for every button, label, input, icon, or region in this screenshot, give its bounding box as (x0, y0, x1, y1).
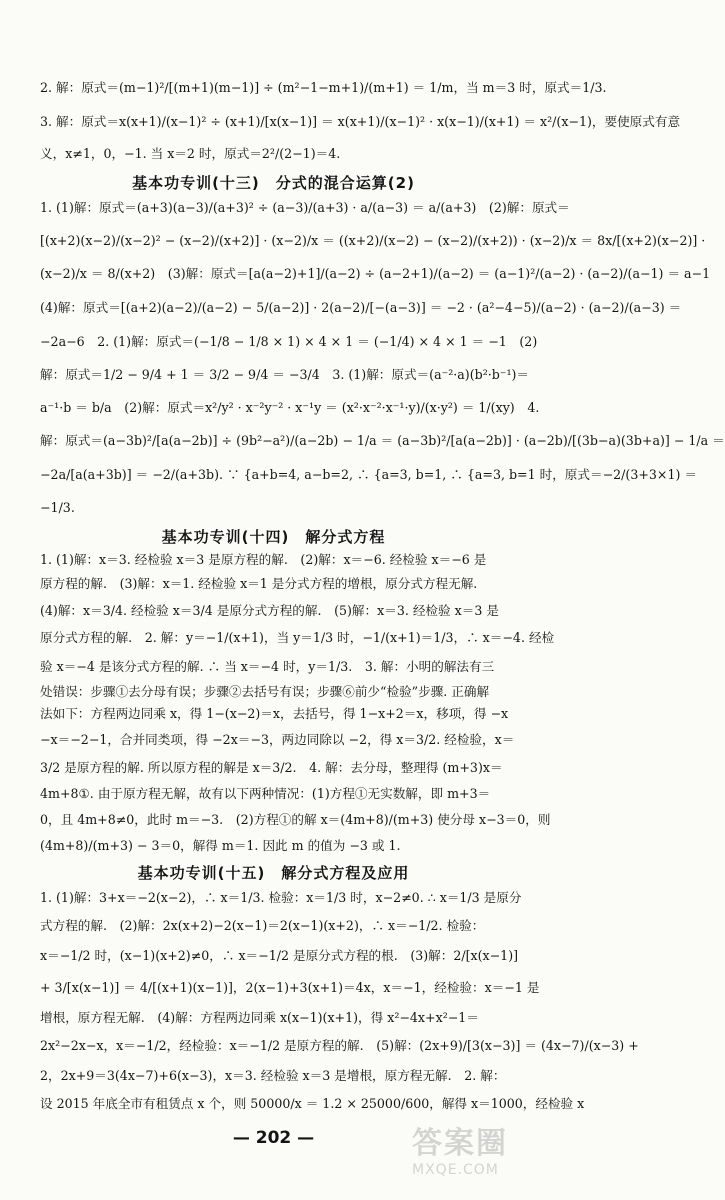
text-line: 4m+8①. 由于原方程无解，故有以下两种情况：(1)方程①无实数解，即 m+3＝ (40, 786, 491, 801)
text-line: a⁻¹·b ＝ b/a (2)解：原式＝x²/y² · x⁻²y⁻² · x⁻¹y ＝ (x²·x⁻²·x⁻¹·y)/(x·y²) ＝ 1/(xy) 4. (40, 400, 540, 415)
text-line: 设 2015 年底全市有租赁点 x 个，则 50000/x ＝ 1.2 × 25000/600，解得 x＝1000，经检验 x (40, 1096, 585, 1111)
text-line: (4)解：原式＝[(a+2)(a−2)/(a−2) − 5/(a−2)] · 2(a−2)/[−(a−3)] ＝ −2 · (a²−4−5)/(a−2) · (a−2)/(a−3) ＝ (40, 300, 682, 315)
text-line: 2. 解：原式＝(m−1)²/[(m+1)(m−1)] ÷ (m²−1−m+1)/(m+1) ＝ 1/m，当 m＝3 时，原式＝1/3. (40, 80, 607, 95)
text-line: 解：原式＝(a−3b)²/[a(a−2b)] ÷ (9b²−a²)/(a−2b) − 1/a ＝ (a−3b)²/[a(a−2b)] · (a−2b)/[(3b−a)(3b+a)] − 1/a ＝ (40, 433, 725, 448)
text-line: 3/2 是原方程的解. 所以原方程的解是 x＝3/2. 4. 解：去分母，整理得 (m+3)x＝ (40, 760, 503, 775)
text-line: (x−2)/x ＝ 8/(x+2) (3)解：原式＝[a(a−2)+1]/(a−2) ÷ (a−2+1)/(a−2) ＝ (a−1)²/(a−2) · (a−2)/(a−1) ＝ a−1 (40, 266, 711, 281)
text-line: (4)解：x＝3/4. 经检验 x＝3/4 是原分式方程的解. (5)解：x＝3. 经检验 x＝3 是 (40, 603, 499, 618)
text-line: (4m+8)/(m+3) − 3＝0，解得 m＝1. 因此 m 的值为 −3 或 1. (40, 838, 401, 853)
text-line: 处错误：步骤①去分母有误；步骤②去括号有误；步骤⑥前少“检验”步骤. 正确解 (40, 684, 490, 699)
text-line: 1. (1)解：原式＝(a+3)(a−3)/(a+3)² ÷ (a−3)/(a+3) · a/(a−3) ＝ a/(a+3) (2)解：原式＝ (40, 200, 570, 215)
text-line: −x＝−2−1，合并同类项，得 −2x＝−3，两边同除以 −2，得 x＝3/2. 经检验，x＝ (40, 732, 515, 747)
text-line: 原方程的解. (3)解：x＝1. 经检验 x＝1 是分式方程的增根，原分式方程无解. (40, 576, 478, 591)
text-line: 0，且 4m+8≠0，此时 m＝−3. (2)方程①的解 x＝(4m+8)/(m+3) 使分母 x−3＝0，则 (40, 812, 551, 827)
text-line: 原分式方程的解. 2. 解：y＝−1/(x+1)，当 y＝1/3 时，−1/(x+1)＝1/3，∴ x＝−4. 经检 (40, 630, 555, 645)
text-line: + 3/[x(x−1)] ＝ 4/[(x+1)(x−1)]，2(x−1)+3(x+1)＝4x，x＝−1，经检验：x＝−1 是 (40, 980, 540, 995)
text-line: 增根，原方程无解. (4)解：方程两边同乘 x(x−1)(x+1)，得 x²−4x+x²−1＝ (40, 1010, 479, 1025)
text-line: 2x²−2x−x，x＝−1/2，经检验：x＝−1/2 是原方程的解. (5)解：(2x+9)/[3(x−3)] ＝ (4x−7)/(x−3) + (40, 1038, 639, 1053)
section-heading: 基本功专训(十五) 解分式方程及应用 (137, 864, 410, 882)
text-line: 解：原式＝1/2 − 9/4 + 1 ＝ 3/2 − 9/4 ＝ −3/4 3. (1)解：原式＝(a⁻²·a)(b²·b⁻¹)＝ (40, 367, 530, 382)
text-line: −2a/[a(a+3b)] ＝ −2/(a+3b). ∵ {a+b=4, a−b=2, ∴ {a=3, b=1, ∴ {a=3, b=1 时，原式＝−2/(3+3×1) ＝ (40, 467, 697, 482)
watermark (412, 1118, 542, 1190)
text-line: 法如下：方程两边同乘 x，得 1−(x−2)＝x，去括号，得 1−x+2＝x，移项，得 −x (40, 706, 509, 721)
text-line: 1. (1)解：3+x＝−2(x−2)，∴ x＝1/3. 检验：x＝1/3 时，x−2≠0. ∴ x＝1/3 是原分 (40, 890, 522, 905)
text-line: 义，x≠1，0，−1. 当 x＝2 时，原式＝2²/(2−1)＝4. (40, 146, 341, 161)
text-line: 2，2x+9＝3(4x−7)+6(x−3)，x＝3. 经检验 x＝3 是增根，原方程无解. 2. 解： (40, 1068, 506, 1083)
section-heading: 基本功专训(十三) 分式的混合运算(2) (132, 174, 415, 192)
text-line: 式方程的解. (2)解：2x(x+2)−2(x−1)＝2(x−1)(x+2)，∴ x＝−1/2. 检验： (40, 918, 485, 933)
watermark-url: MXQE.COM (412, 1162, 499, 1178)
text-line: 1. (1)解：x＝3. 经检验 x＝3 是原方程的解. (2)解：x＝−6. 经检验 x＝−6 是 (40, 552, 487, 567)
text-line: [(x+2)(x−2)/(x−2)² − (x−2)/(x+2)] · (x−2)/x ＝ ((x+2)/(x−2) − (x−2)/(x+2)) · (x−2)/x ＝ 8x/[(x+2)(x−2)] · (40, 233, 706, 248)
text-line: 验 x＝−4 是该分式方程的解. ∴ 当 x＝−4 时，y＝1/3. 3. 解：小明的解法有三 (40, 659, 495, 674)
page-number: — 202 — (232, 1128, 315, 1148)
text-line: −1/3. (40, 500, 75, 515)
text-line: x＝−1/2 时，(x−1)(x+2)≠0，∴ x＝−1/2 是原分式方程的根. (3)解：2/[x(x−1)] (40, 948, 519, 963)
text-line: 3. 解：原式＝x(x+1)/(x−1)² ÷ (x+1)/[x(x−1)] ＝ x(x+1)/(x−1)² · x(x−1)/(x+1) ＝ x²/(x−1)，要使原式有意 (40, 114, 681, 129)
watermark-logo: 答案圈 (412, 1126, 508, 1161)
text-line: −2a−6 2. (1)解：原式＝(−1/8 − 1/8 × 1) × 4 × 1 ＝ (−1/4) × 4 × 1 ＝ −1 (2) (40, 334, 538, 349)
section-heading: 基本功专训(十四) 解分式方程 (161, 528, 386, 546)
